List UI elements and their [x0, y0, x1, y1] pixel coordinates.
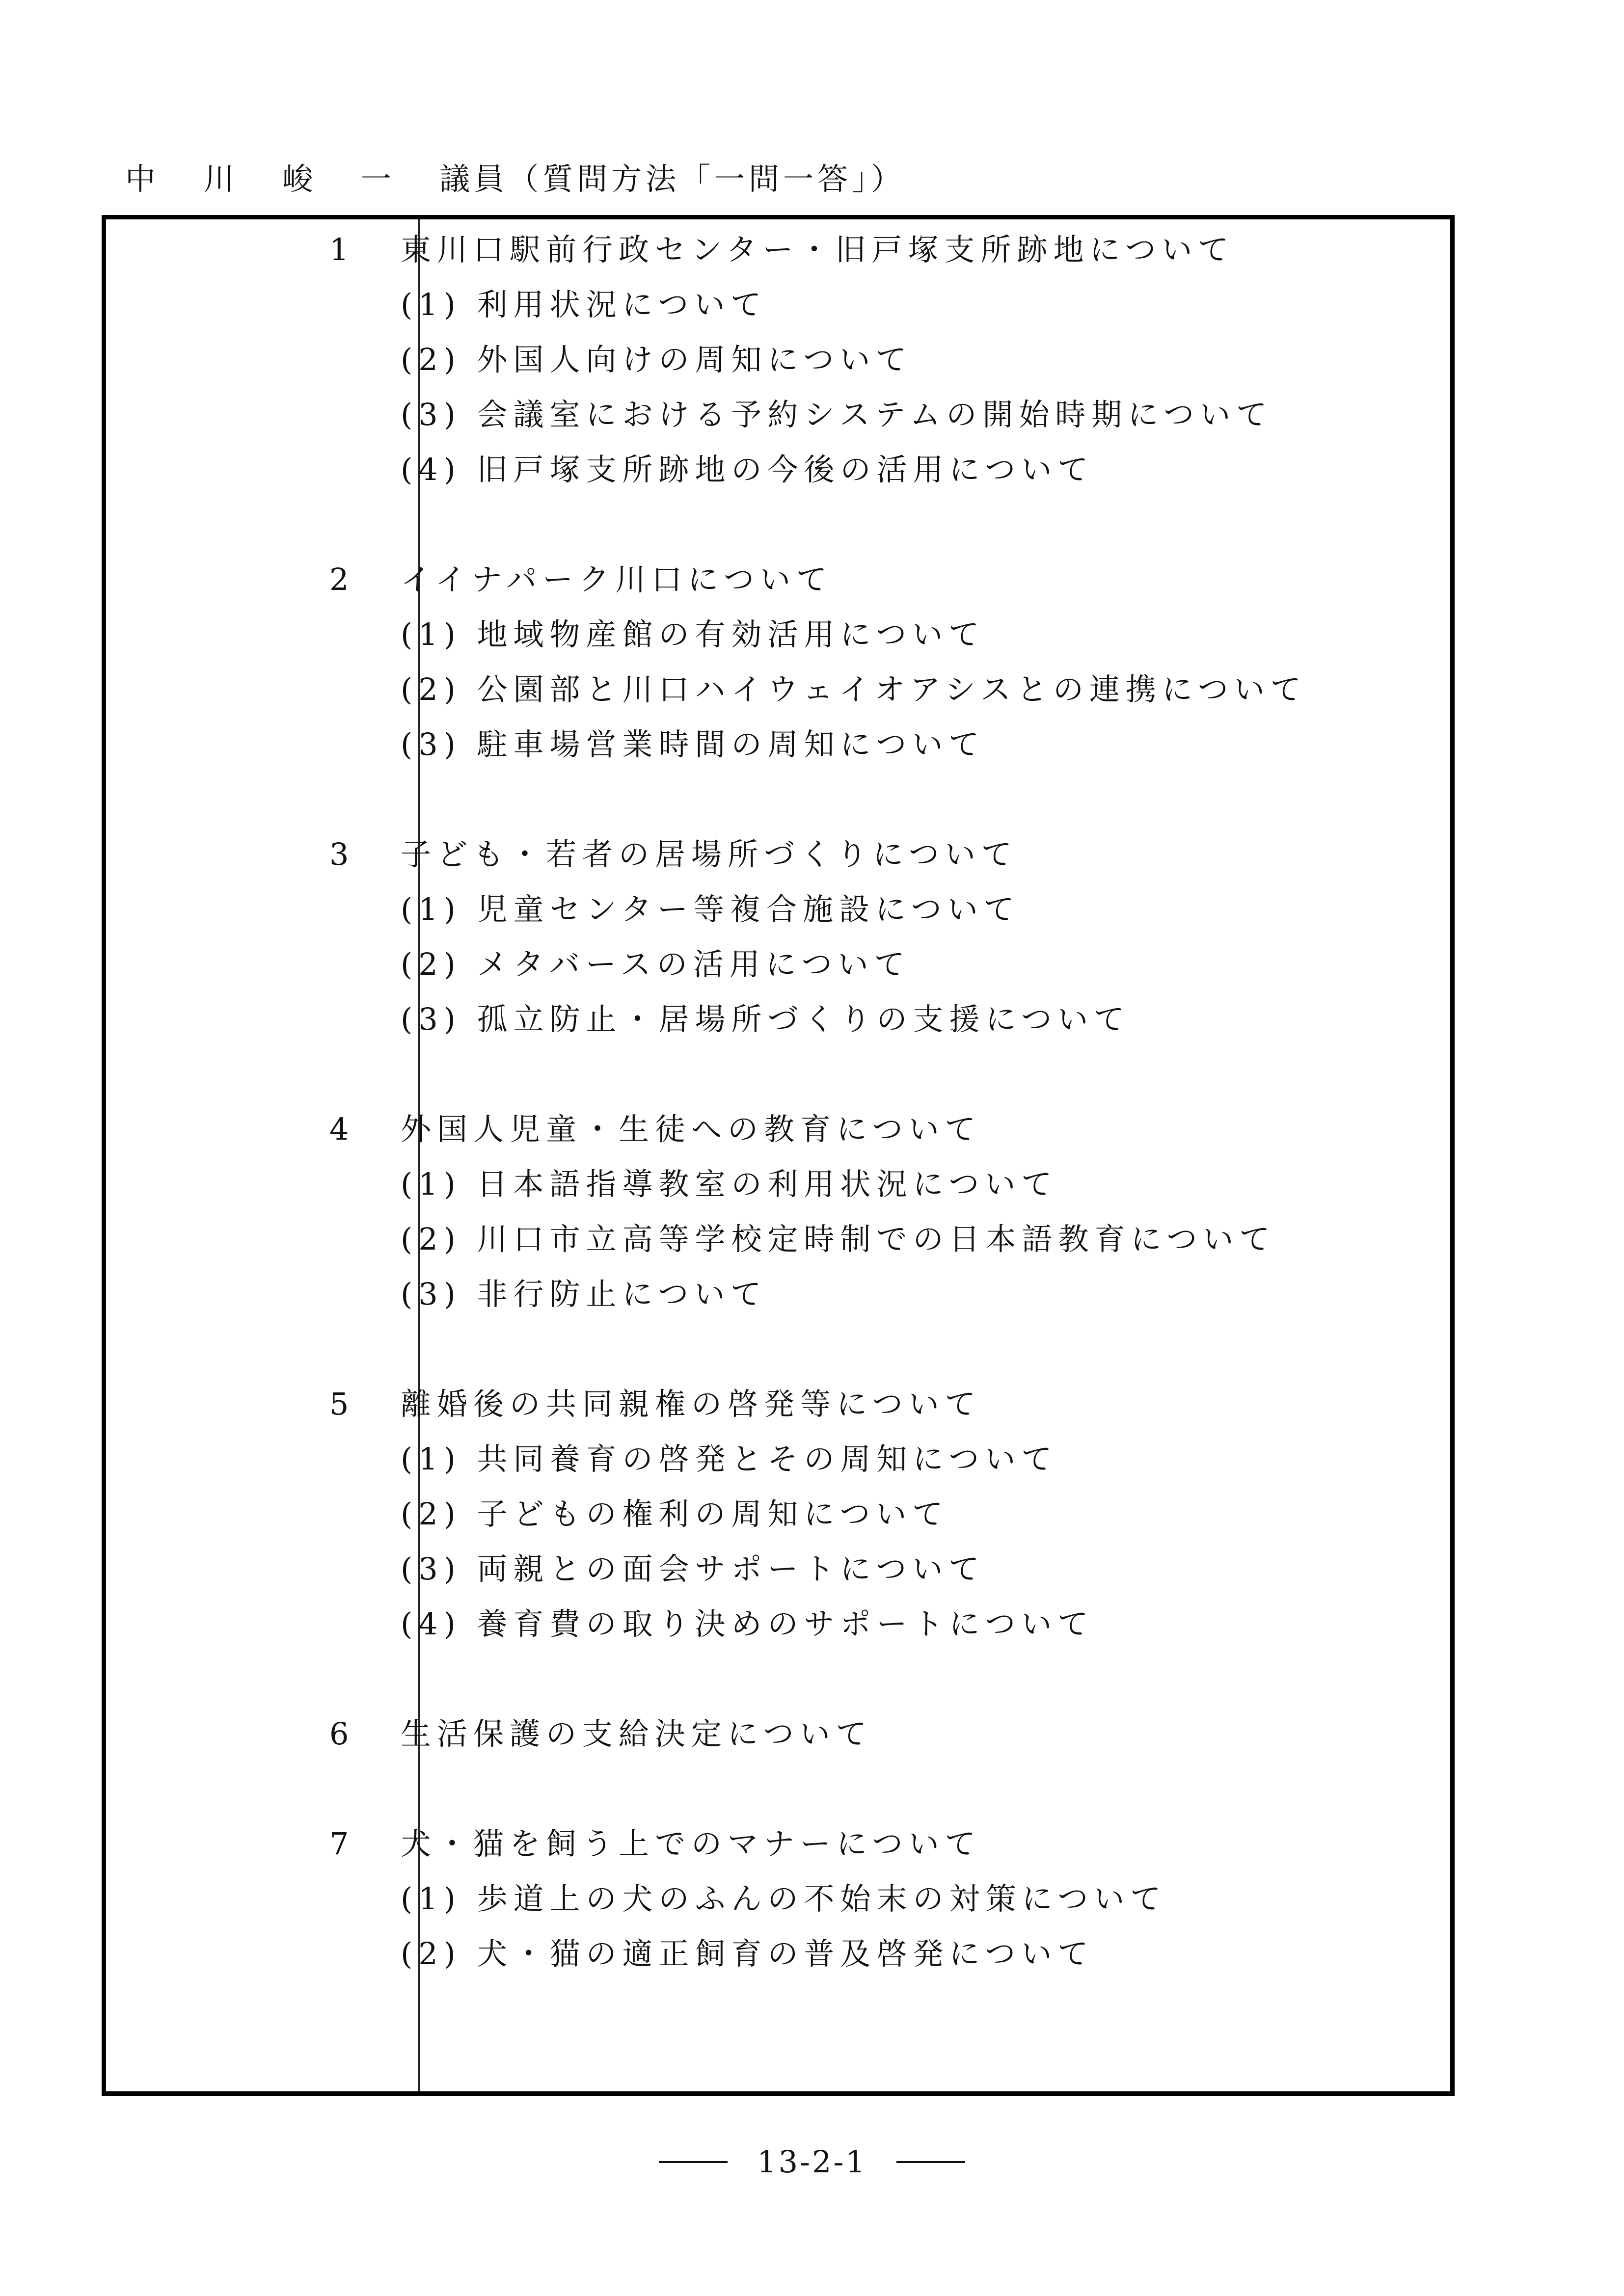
member-name-char: 中: [125, 161, 160, 197]
page-number: 13-2-1: [757, 2143, 867, 2180]
sub-question-text: (3) 両親との面会サポートについて: [401, 1551, 985, 1587]
section-title: 外国人児童・生徒への教育について: [401, 1111, 981, 1147]
page-footer: [0, 2140, 1624, 2182]
questions-table: [102, 215, 1455, 2096]
sub-question-text: (1) 歩道上の犬のふんの不始末の対策について: [401, 1881, 1167, 1917]
sub-question-text: (3) 非行防止について: [401, 1276, 767, 1312]
sub-question-text: (3) 駐車場営業時間の周知について: [401, 726, 985, 762]
section-number: 7: [329, 1826, 355, 1862]
questions-list: [106, 219, 1450, 2091]
sub-question-text: (1) 地域物産館の有効活用について: [401, 616, 985, 652]
section-number: 5: [329, 1386, 355, 1422]
sub-question-text: (2) 川口市立高等学校定時制での日本語教育について: [401, 1221, 1276, 1257]
sub-question-text: (2) 子どもの権利の周知について: [401, 1496, 949, 1532]
sub-question-text: (2) 公園部と川口ハイウェイオアシスとの連携について: [401, 671, 1307, 707]
sub-question-text: (2) 外国人向けの周知について: [401, 342, 913, 377]
member-title-and-method: 議員（質問方法「一問一答」）: [439, 161, 906, 197]
page-header: [125, 157, 905, 201]
member-name-char: 一: [361, 161, 396, 197]
section-title: 子ども・若者の居場所づくりについて: [401, 836, 1018, 872]
sub-question-text: (3) 孤立防止・居場所づくりの支援について: [401, 1001, 1131, 1037]
section-title: 離婚後の共同親権の啓発等について: [401, 1386, 981, 1422]
member-name-char: 峻: [282, 161, 317, 197]
section-number: 2: [329, 561, 355, 597]
section-number: 4: [329, 1111, 355, 1147]
section-title: 生活保護の支給決定について: [401, 1716, 872, 1752]
sub-question-text: (2) メタバースの活用について: [401, 946, 911, 982]
section-number: 3: [329, 836, 355, 872]
sub-question-text: (1) 利用状況について: [401, 287, 767, 322]
sub-question-text: (4) 旧戸塚支所跡地の今後の活用について: [401, 452, 1094, 487]
sub-question-text: (1) 児童センター等複合施設について: [401, 891, 1020, 927]
sub-question-text: (2) 犬・猫の適正飼育の普及啓発について: [401, 1936, 1094, 1972]
footer-rule-left: [659, 2161, 728, 2163]
section-number: 6: [329, 1716, 355, 1752]
sub-question-text: (4) 養育費の取り決めのサポートについて: [401, 1606, 1094, 1642]
section-title: イイナパーク川口について: [401, 561, 833, 597]
section-title: 犬・猫を飼う上でのマナーについて: [401, 1826, 981, 1862]
sub-question-text: (1) 共同養育の啓発とその周知について: [401, 1441, 1058, 1477]
sub-question-text: (3) 会議室における予約システムの開始時期について: [401, 397, 1273, 432]
footer-rule-right: [896, 2161, 965, 2163]
section-number: 1: [329, 232, 355, 267]
member-name-char: 川: [204, 161, 239, 197]
sub-question-text: (1) 日本語指導教室の利用状況について: [401, 1166, 1058, 1202]
section-title: 東川口駅前行政センター・旧戸塚支所跡地について: [401, 232, 1235, 267]
